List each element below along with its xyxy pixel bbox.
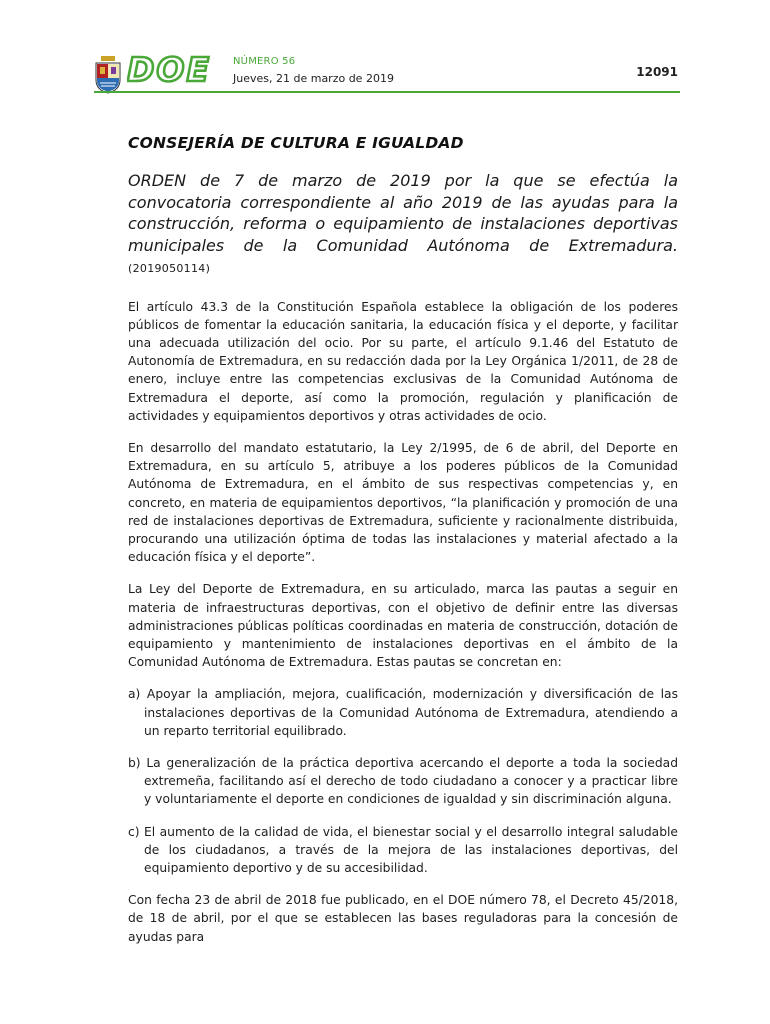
document-header [94,52,680,96]
order-title [128,170,678,280]
paragraph: El artículo 43.3 de la Constitución Española establece la obligación de los poderes públicos de fomentar la educación sanitaria, la educación física y el deporte, y facilitar una adecuada utilización del ocio. Por su parte, el artículo 9.1.46 del Estatuto de Autonomía de Extremadura, en su redacción dada por la Ley Orgánica 1/2011, de 28 de enero, incluye entre las competencias exclusivas de la Comunidad Autónoma de Extremadura el deporte, así como la promoción, regulación y planificación de actividades y equipamientos deportivos y otras actividades de ocio. [128,299,678,423]
coat-of-arms-icon [94,56,122,94]
list-item: c) El aumento de la calidad de vida, el bienestar social y el desarrollo integral saludable de los ciudadanos, a través de la mejora de las instalaciones deportivas, del equipamiento deportivo y de su accesibilidad. [128,824,678,875]
paragraph: Con fecha 23 de abril de 2018 fue publicado, en el DOE número 78, el Decreto 45/2018, de 18 de abril, por el que se establecen las bases reguladoras para la concesión de ayudas para [128,893,678,944]
order-title-text: ORDEN de 7 de marzo de 2019 por la que se efectúa la convocatoria correspondiente al año 2019 de las ayudas para la construcción, reforma o equipamiento de instalaciones deportivas municipales de la Comunidad Autónoma de Extremadura. [128,171,678,255]
page-number: 12091 [636,65,678,79]
issue-number: NÚMERO 56 [233,56,296,67]
doe-logo-icon [127,53,215,87]
document-body [128,134,678,960]
list-item: b) La generalización de la práctica deportiva acercando el deporte a toda la sociedad extremeña, facilitando así el derecho de todo ciudadano a conocer y a practicar libre y voluntariamente el deporte en condiciones de igualdad y sin discriminación alguna. [128,755,678,807]
section-title: CONSEJERÍA DE CULTURA E IGUALDAD [128,134,464,152]
publication-date: Jueves, 21 de marzo de 2019 [233,72,394,85]
order-code: (2019050114) [128,262,211,275]
doe-logo-text: DOE [127,53,211,87]
paragraph: La Ley del Deporte de Extremadura, en su articulado, marca las pautas a seguir en materia de infraestructuras deportivas, con el objetivo de definir entre las diversas administraciones públicas políticas coordinadas en materia de construcción, dotación de equipamiento y mantenimiento de instalaciones deportivas en el ámbito de la Comunidad Autónoma de Extremadura. Estas pautas se concretan en: [128,582,678,670]
list-item: a) Apoyar la ampliación, mejora, cualificación, modernización y diversificación de las instalaciones deportivas de la Comunidad Autónoma de Extremadura, atendiendo a un reparto territorial equilibrado. [128,687,678,738]
paragraph: En desarrollo del mandato estatutario, la Ley 2/1995, de 6 de abril, del Deporte en Extremadura, en su artículo 5, atribuye a los poderes públicos de la Comunidad Autónoma de Extremadura, en el ámbito de sus respectivas competencias y, en concreto, en materia de equipamientos deportivos, “la planificación y promoción de una red de instalaciones deportivas de Extremadura, suficiente y racionalmente distribuida, procurando una utilización óptima de todas las instalaciones y material afectado a la educación física y el deporte”. [128,440,678,565]
header-divider [94,91,680,93]
